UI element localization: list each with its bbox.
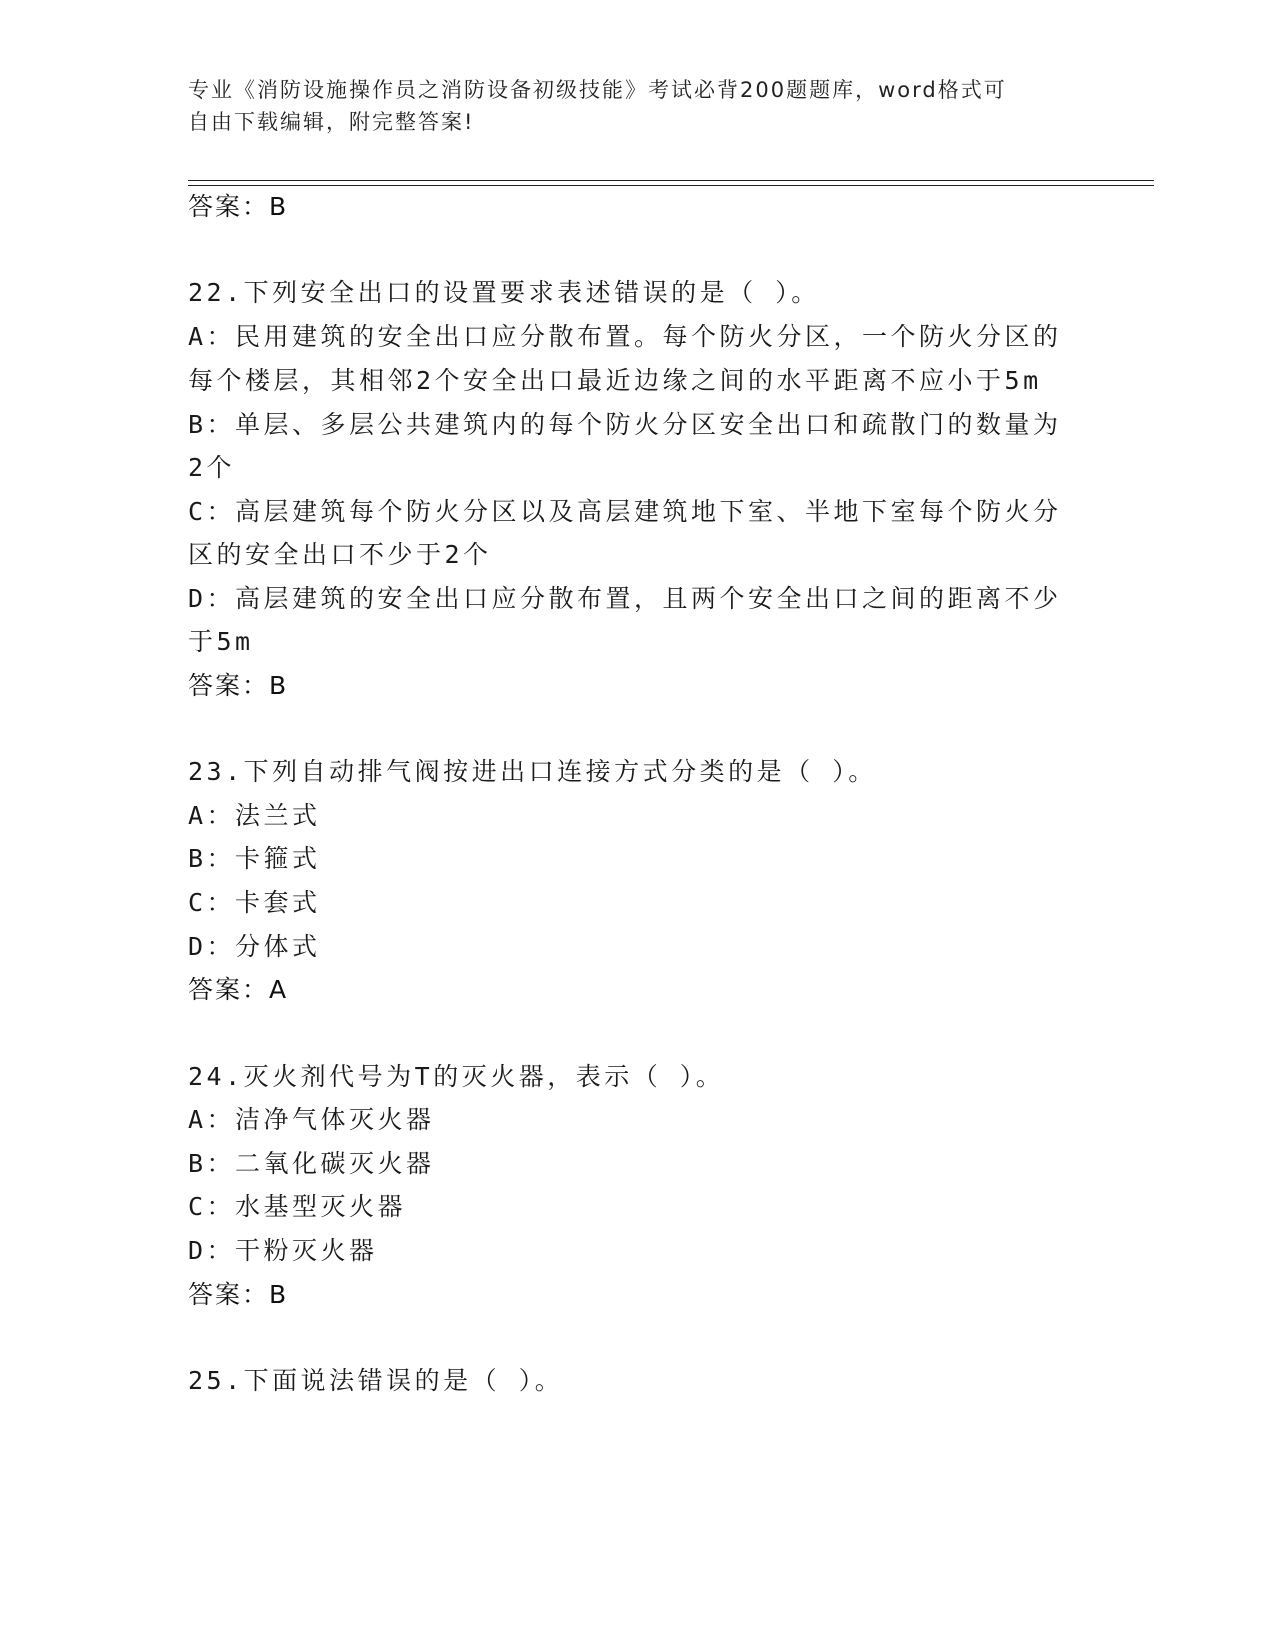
header-line-1: 专业《消防设施操作员之消防设备初级技能》考试必背200题题库，word格式可 — [188, 78, 1007, 102]
option-22-c-line-1: C：高层建筑每个防火分区以及高层建筑地下室、半地下室每个防火分 — [188, 497, 1062, 526]
question-23: 23.下列自动排气阀按进出口连接方式分类的是（ ）。 — [188, 757, 877, 786]
option-23-d: D：分体式 — [188, 932, 321, 961]
option-24-b: B：二氧化碳灭火器 — [188, 1149, 435, 1178]
option-22-d-line-2: 于5m — [188, 627, 254, 656]
option-22-b-line-1: B：单层、多层公共建筑内的每个防火分区安全出口和疏散门的数量为 — [188, 410, 1062, 439]
header-divider-top — [188, 180, 1154, 181]
question-25: 25.下面说法错误的是（ ）。 — [188, 1366, 564, 1395]
header-line-2: 自由下载编辑，附完整答案! — [188, 110, 475, 134]
option-24-c: C：水基型灭火器 — [188, 1192, 407, 1221]
option-22-b-line-2: 2个 — [188, 453, 236, 482]
answer-22: 答案：B — [188, 671, 289, 700]
option-24-d: D：干粉灭火器 — [188, 1236, 378, 1265]
option-22-a-line-1: A：民用建筑的安全出口应分散布置。每个防火分区，一个防火分区的 — [188, 322, 1062, 351]
option-22-c-line-2: 区的安全出口不少于2个 — [188, 540, 492, 569]
option-22-a-line-2: 每个楼层，其相邻2个安全出口最近边缘之间的水平距离不应小于5m — [188, 366, 1042, 395]
option-23-a: A：法兰式 — [188, 801, 321, 830]
answer-24: 答案：B — [188, 1280, 289, 1309]
question-24: 24.灭火剂代号为T的灭火器，表示（ ）。 — [188, 1062, 725, 1091]
answer-previous: 答案：B — [188, 192, 289, 221]
option-23-b: B：卡箍式 — [188, 844, 321, 873]
option-24-a: A：洁净气体灭火器 — [188, 1105, 435, 1134]
option-23-c: C：卡套式 — [188, 888, 321, 917]
header-divider-bottom — [188, 185, 1154, 186]
question-22: 22.下列安全出口的设置要求表述错误的是（ ）。 — [188, 278, 820, 307]
answer-23: 答案：A — [188, 975, 289, 1004]
document-header — [188, 74, 1068, 138]
option-22-d-line-1: D：高层建筑的安全出口应分散布置，且两个安全出口之间的距离不少 — [188, 584, 1062, 613]
